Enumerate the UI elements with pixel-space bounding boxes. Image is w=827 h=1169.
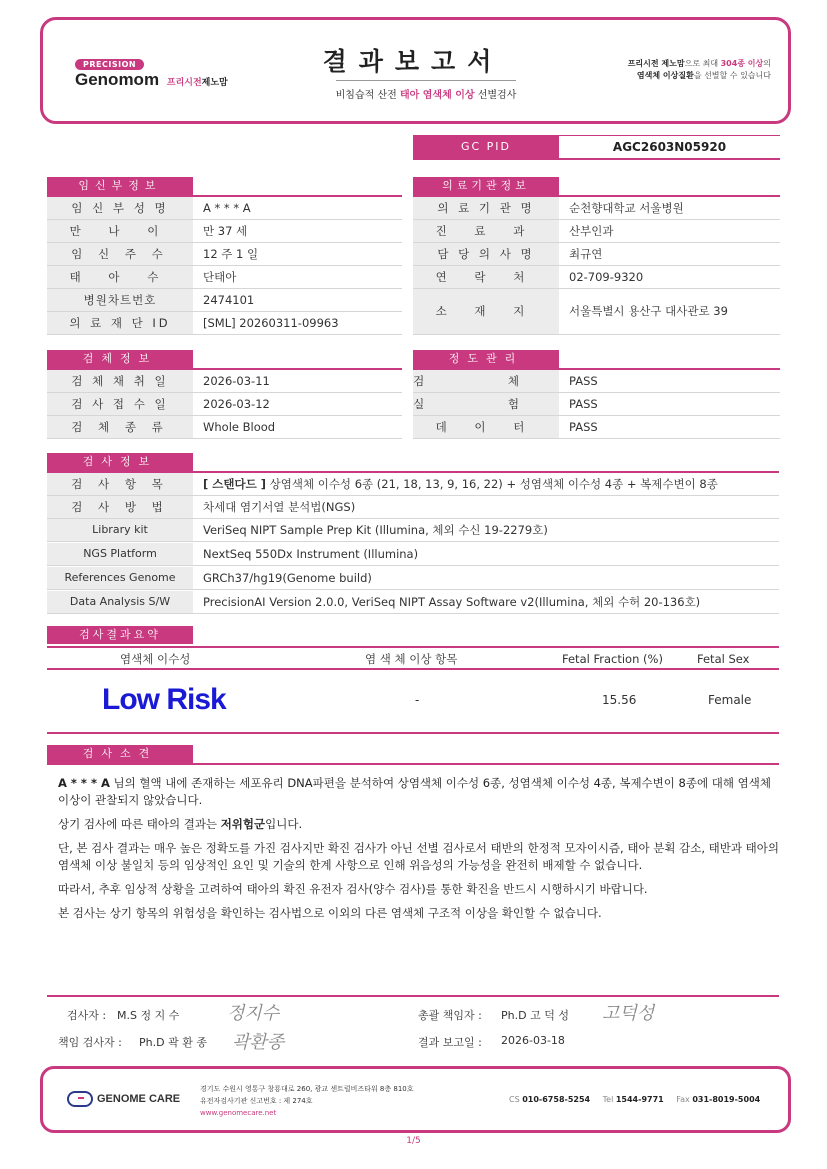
genome-care-mark-icon <box>67 1091 93 1107</box>
summary-section-header <box>47 626 779 646</box>
institution-section-title: 의료기관정보 <box>413 177 559 195</box>
row-label: 병원차트번호 <box>47 289 193 311</box>
logo-sub-dark: 제노맘 <box>201 78 228 88</box>
tagline-count: 304종 이상 <box>720 59 764 68</box>
report-date-value: 2026-03-18 <box>501 1034 565 1047</box>
row-value: 02-709-9320 <box>569 270 644 284</box>
finding-paragraph: 본 검사는 상기 항목의 위험성을 확인하는 검사법으로 이외의 다른 염색체 구조적 이상을 확인할 수 없습니다. <box>58 906 602 920</box>
row-value: PrecisionAI Version 2.0.0, VeriSeq NIPT Assay Software v2(Illumina, 체외 수허 20-136호) <box>203 595 701 609</box>
qc-section-title: 정도관리 <box>413 350 559 368</box>
col-aneuploidy: 염색체 이수성 <box>120 652 191 666</box>
row-value: 순천향대학교 서울병원 <box>569 201 684 215</box>
row-value: 산부인과 <box>569 224 614 238</box>
director-signature: 고덕성 <box>602 1003 655 1024</box>
row-value: 2026-03-12 <box>203 397 270 411</box>
row-label: 검 사 접 수 일 <box>47 393 193 415</box>
lead-tester-label: 책임 검사자 : <box>58 1036 122 1049</box>
cs-label: CS <box>509 1095 520 1104</box>
logo-name: Genomom <box>75 70 160 89</box>
license-line: 유전자검사기관 신고번호 : 제 274호 <box>200 1097 313 1105</box>
summary-result-row <box>47 671 779 734</box>
row-label: Library kit <box>47 519 193 541</box>
fetal-fraction-value: 15.56 <box>602 693 637 707</box>
tel-label: Tel <box>602 1095 614 1104</box>
summary-section-title: 검사결과요약 <box>47 626 193 644</box>
row-value: 만 37 세 <box>203 224 248 238</box>
findings-section-title: 검사소견 <box>47 745 193 763</box>
row-label: 임 신 주 수 <box>47 243 193 265</box>
row-label: References Genome <box>47 567 193 589</box>
fetal-sex-value: Female <box>708 693 752 707</box>
specimen-row <box>47 393 402 416</box>
row-value <box>203 473 718 495</box>
title-divider <box>336 80 516 81</box>
report-date-label: 결과 보고일 : <box>418 1036 482 1049</box>
row-label: 소 재 지 <box>413 289 559 334</box>
row-label: 담 당 의 사 명 <box>413 243 559 265</box>
address-line: 경기도 수원시 영통구 창룡대로 260, 광교 센트럴비즈타워 8층 810호 <box>200 1085 414 1093</box>
test-row <box>47 496 779 519</box>
specimen-section-header <box>47 350 402 370</box>
test-row <box>47 543 779 566</box>
row-label: 검 사 항 목 <box>47 473 193 495</box>
qc-row <box>413 370 780 393</box>
finding-text: 상기 검사에 따른 태아의 결과는 <box>58 817 221 831</box>
qc-row <box>413 416 780 439</box>
page-subtitle <box>286 86 566 101</box>
tester-signature: 정지수 <box>227 1003 280 1024</box>
genome-care-logo <box>67 1091 180 1107</box>
signature-block <box>47 995 779 1055</box>
row-value: Whole Blood <box>203 420 276 434</box>
footer-contacts <box>509 1095 770 1104</box>
row-label: 진 료 과 <box>413 220 559 242</box>
patient-name: A * * * A <box>58 776 110 790</box>
row-label: 태 아 수 <box>47 266 193 288</box>
report-header <box>40 17 791 124</box>
lead-tester-name: Ph.D 곽 환 종 <box>139 1036 207 1049</box>
director-label: 총괄 책임자 : <box>418 1009 482 1022</box>
patient-section-header <box>47 177 402 197</box>
specimen-row <box>47 370 402 393</box>
risk-result: Low Risk <box>102 683 226 716</box>
abnormal-items-value: - <box>415 693 420 707</box>
col-fetal-sex: Fetal Sex <box>697 652 750 666</box>
test-row <box>47 519 779 542</box>
row-value: PASS <box>569 397 598 411</box>
patient-row <box>47 243 402 266</box>
test-plan-detail: 상염색체 이수성 6종 (21, 18, 13, 9, 16, 22) + 성염색체 이수성 4종 + 복제수변이 8종 <box>265 477 718 491</box>
test-plan-badge: [ 스탠다드 ] <box>203 477 266 491</box>
test-row <box>47 591 779 614</box>
lead-tester-signature: 곽환종 <box>232 1032 285 1053</box>
patient-section-title: 임신부정보 <box>47 177 193 195</box>
subtitle-post: 선별검사 <box>474 90 517 101</box>
row-value: 최규연 <box>569 247 603 261</box>
tagline-text-3: 을 선별할 수 있습니다 <box>693 71 771 80</box>
specimen-row <box>47 416 402 439</box>
row-value: 2474101 <box>203 293 255 307</box>
institution-row <box>413 220 780 243</box>
institution-row <box>413 266 780 289</box>
tester-name: M.S 정 지 수 <box>117 1009 180 1022</box>
tagline-text-1: 으로 최대 <box>684 59 721 68</box>
logo-sub-pink: 프리시전 <box>166 78 202 88</box>
row-value: NextSeq 550Dx Instrument (Illumina) <box>203 547 419 561</box>
logo-badge: PRECISION <box>75 59 144 70</box>
gc-pid-bar <box>413 135 780 160</box>
genomom-logo <box>75 56 275 90</box>
tagline-disease: 염색체 이상질환 <box>636 71 694 80</box>
institution-row <box>413 197 780 220</box>
gc-pid-label: GC PID <box>413 135 559 158</box>
row-label: 연 락 처 <box>413 266 559 288</box>
row-value: A * * * A <box>203 201 251 215</box>
row-value: VeriSeq NIPT Sample Prep Kit (Illumina, 체외 수신 19-2279호) <box>203 523 548 537</box>
row-value: PASS <box>569 420 598 434</box>
row-label: Data Analysis S/W <box>47 591 193 613</box>
test-row <box>47 473 779 496</box>
row-value: PASS <box>569 374 598 388</box>
row-value: 단태아 <box>203 270 237 284</box>
finding-paragraph: 따라서, 추후 임상적 상황을 고려하여 태아의 확진 유전자 검사(양수 검사)를 통한 확진을 반드시 시행하시기 바랍니다. <box>58 882 648 896</box>
page-number: 1/5 <box>406 1136 421 1146</box>
test-row <box>47 567 779 590</box>
page-title: 결과보고서 <box>322 47 504 76</box>
finding-text: 님의 혈액 내에 존재하는 세포유리 DNA파편을 분석하여 상염색체 이수성 6종, 성염색체 이수성 4종, 복제수변이 8종에 대해 염색체 이상이 관찰되지 않았습니다. <box>58 776 771 807</box>
footer-address <box>200 1083 414 1119</box>
tel-number: 1544-9771 <box>615 1095 664 1104</box>
institution-row <box>413 243 780 266</box>
cs-number: 010-6758-5254 <box>522 1095 591 1104</box>
test-section-header <box>47 453 779 473</box>
institution-section-header <box>413 177 780 197</box>
col-abnormal-items: 염 색 체 이상 항목 <box>365 652 458 666</box>
row-label: 실 험 <box>413 393 559 415</box>
col-fetal-fraction: Fetal Fraction (%) <box>562 652 663 666</box>
subtitle-highlight: 태아 염색체 이상 <box>399 90 475 101</box>
risk-group: 저위험군 <box>220 817 266 831</box>
director-name: Ph.D 고 덕 성 <box>501 1009 569 1022</box>
tagline-product: 프리시전 제노맘 <box>627 59 685 68</box>
row-label: 의 료 기 관 명 <box>413 197 559 219</box>
test-section-title: 검사정보 <box>47 453 193 471</box>
row-label: 검 체 종 류 <box>47 416 193 438</box>
tester-label: 검사자 : <box>67 1009 107 1022</box>
patient-row <box>47 312 402 335</box>
qc-section-header <box>413 350 780 370</box>
row-label: 임 신 부 성 명 <box>47 197 193 219</box>
header-tagline <box>583 58 771 82</box>
patient-row <box>47 220 402 243</box>
row-label: 검 체 <box>413 370 559 392</box>
company-name: GENOME CARE <box>97 1092 181 1105</box>
finding-text: 입니다. <box>265 817 303 831</box>
row-label: 검 체 채 취 일 <box>47 370 193 392</box>
subtitle-pre: 비침습적 산전 <box>335 90 400 101</box>
patient-row <box>47 289 402 312</box>
tagline-text-2: 의 <box>763 59 771 68</box>
findings-section-header <box>47 745 779 765</box>
fax-number: 031-8019-5004 <box>692 1095 761 1104</box>
row-value: 2026-03-11 <box>203 374 270 388</box>
gc-pid-value: AGC2603N05920 <box>559 135 780 158</box>
row-label: 검 사 방 법 <box>47 496 193 518</box>
row-value: GRCh37/hg19(Genome build) <box>203 571 372 585</box>
row-label: 만 나 이 <box>47 220 193 242</box>
summary-table-header <box>47 646 779 670</box>
finding-paragraph: 단, 본 검사 결과는 매우 높은 정확도를 가진 검사지만 확진 검사가 아닌 선별 검사로서 태반의 한정적 모자이시즘, 태아 분획 감소, 태반과 태아의 염색체 이상 불일치 등의 임상적인 요인 및 기술의 한계 사항으로 인해 위음성의 가능성을 완전히 배제할 수 없습니다. <box>58 841 779 872</box>
row-label: NGS Platform <box>47 543 193 565</box>
report-footer <box>40 1066 791 1133</box>
row-value: 차세대 염기서열 분석법(NGS) <box>203 500 356 514</box>
row-label: 데 이 터 <box>413 416 559 438</box>
row-label: 의 료 재 단 ID <box>47 312 193 334</box>
qc-row <box>413 393 780 416</box>
specimen-section-title: 검체정보 <box>47 350 193 368</box>
finding-paragraph <box>58 816 780 833</box>
row-value: [SML] 20260311-09963 <box>203 316 339 330</box>
fax-label: Fax <box>676 1095 690 1104</box>
row-value: 12 주 1 일 <box>203 247 259 261</box>
website-link[interactable]: www.genomecare.net <box>200 1109 277 1117</box>
patient-row <box>47 266 402 289</box>
row-value: 서울특별시 용산구 대사관로 39 <box>569 304 728 318</box>
patient-row <box>47 197 402 220</box>
findings-text <box>58 775 780 929</box>
institution-row <box>413 289 780 335</box>
finding-paragraph <box>58 775 780 809</box>
